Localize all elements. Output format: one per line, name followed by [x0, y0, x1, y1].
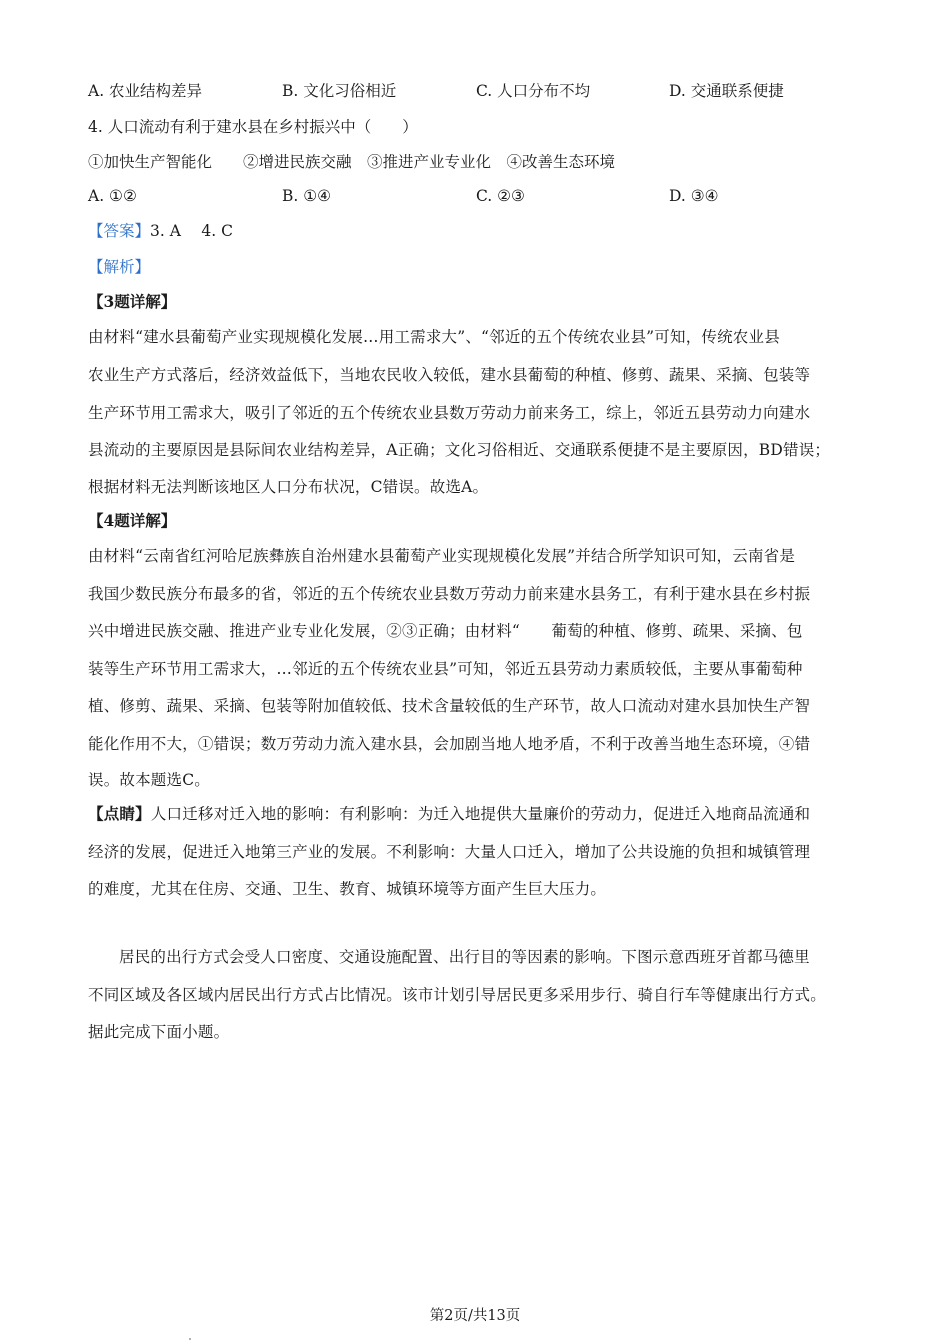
intro-line: 据此完成下面小题。	[88, 1023, 230, 1041]
q4-detail-line: 我国少数民族分布最多的省，邻近的五个传统农业县数万劳动力前来建水县务工，有利于建水县在乡村振	[88, 585, 811, 603]
q3-detail-line: 农业生产方式落后，经济效益低下，当地农民收入较低，建水县葡萄的种植、修剪、蔬果、采摘、包装等	[88, 366, 811, 384]
q3-option-b: B. 文化习俗相近	[282, 82, 397, 100]
q3-detail-line: 生产环节用工需求大，吸引了邻近的五个传统农业县数万劳动力前来务工，综上，邻近五县劳动力向建水	[88, 404, 811, 422]
answer-tag: 【答案】	[88, 222, 151, 240]
q4-option-a: A. ①②	[88, 187, 137, 205]
tip-line: 经济的发展，促进迁入地第三产业的发展。不利影响：大量人口迁入，增加了公共设施的负担和城镇管理	[88, 843, 811, 861]
q4-detail-line: 装等生产环节用工需求大，…邻近的五个传统农业县”可知，邻近五县劳动力素质较低，主要从事葡萄种	[88, 660, 803, 678]
answer-line	[88, 221, 233, 241]
q4-detail-line: 由材料“云南省红河哈尼族彝族自治州建水县葡萄产业实现规模化发展”并结合所学知识可知，云南省是	[88, 547, 796, 565]
q4-detail-line: 兴中增进民族交融、推进产业专业化发展，②③正确；由材料“ 葡萄的种植、修剪、疏果、采摘、包	[88, 622, 803, 640]
tip-line: 的难度，尤其在住房、交通、卫生、教育、城镇环境等方面产生巨大压力。	[88, 880, 607, 898]
q3-detail-heading: 【3题详解】	[88, 292, 177, 311]
tip-text: 人口迁移对迁入地的影响：有利影响：为迁入地提供大量廉价的劳动力，促进迁入地商品流通和	[150, 805, 811, 823]
q4-detail-line: 误。故本题选C。	[88, 771, 210, 789]
q3-detail-line: 根据材料无法判断该地区人口分布状况，C错误。故选A。	[88, 478, 489, 496]
q3-option-a: A. 农业结构差异	[88, 82, 203, 100]
intro-line: 不同区域及各区域内居民出行方式占比情况。该市计划引导居民更多采用步行、骑自行车等健康出行方式。	[88, 986, 826, 1004]
q4-detail-line: 植、修剪、蔬果、采摘、包装等附加值较低、技术含量较低的生产环节，故人口流动对建水县加快生产智	[88, 697, 811, 715]
tip-tag: 【点睛】	[88, 804, 151, 823]
q4-detail-heading: 【4题详解】	[88, 511, 177, 530]
q4-items: ①加快生产智能化 ②增进民族交融 ③推进产业专业化 ④改善生态环境	[88, 153, 616, 171]
q3-detail-line: 县流动的主要原因是县际间农业结构差异，A正确；文化习俗相近、交通联系便捷不是主要原因，BD错误；	[88, 441, 831, 459]
intro-line: 居民的出行方式会受人口密度、交通设施配置、出行目的等因素的影响。下图示意西班牙首都马德里	[119, 948, 810, 966]
answer-text: 3. A 4. C	[150, 222, 233, 240]
q3-option-c: C. 人口分布不均	[476, 82, 591, 100]
analysis-tag: 【解析】	[88, 258, 151, 276]
q4-stem: 4. 人口流动有利于建水县在乡村振兴中（ ）	[88, 118, 418, 136]
q3-option-d: D. 交通联系便捷	[669, 82, 784, 100]
q4-option-d: D. ③④	[669, 187, 719, 205]
tip-line	[88, 804, 810, 824]
scan-dot	[189, 1338, 191, 1340]
q3-detail-line: 由材料“建水县葡萄产业实现规模化发展…用工需求大”、“邻近的五个传统农业县”可知，传统农业县	[88, 328, 780, 346]
q4-option-b: B. ①④	[282, 187, 332, 205]
q4-detail-line: 能化作用不大，①错误；数万劳动力流入建水县，会加剧当地人地矛盾，不利于改善当地生态环境，④错	[88, 735, 811, 753]
page-footer: 第2页/共13页	[429, 1308, 521, 1324]
q4-option-c: C. ②③	[476, 187, 525, 205]
